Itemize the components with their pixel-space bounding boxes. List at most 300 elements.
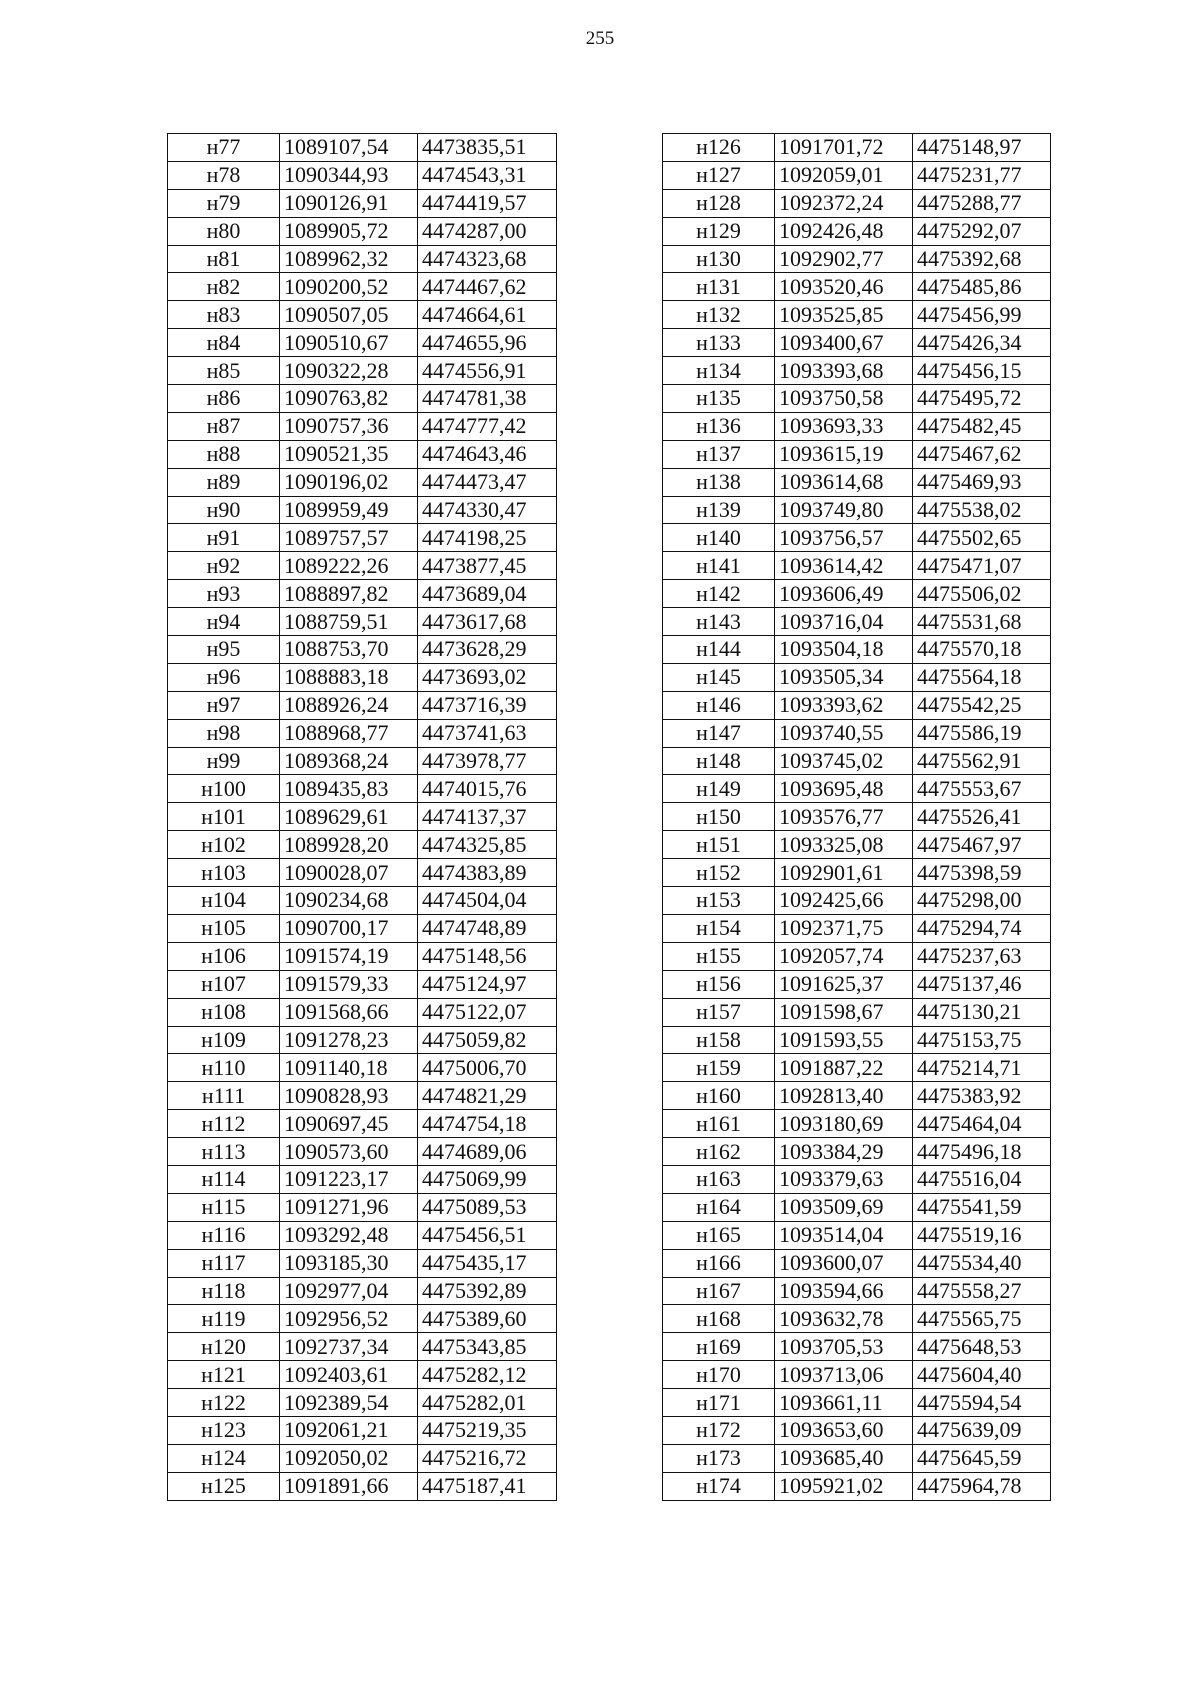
point-id-cell: н131 (663, 273, 775, 301)
x-coordinate-cell: 1090196,02 (280, 468, 418, 496)
y-coordinate-cell: 4474543,31 (418, 161, 557, 189)
point-id-cell: н101 (168, 803, 280, 831)
y-coordinate-cell: 4475964,78 (913, 1472, 1051, 1500)
table-row (168, 1249, 557, 1277)
y-coordinate-cell: 4474777,42 (418, 412, 557, 440)
table-row (168, 1472, 557, 1500)
point-id-cell: н163 (663, 1165, 775, 1193)
table-row (663, 552, 1051, 580)
x-coordinate-cell: 1092956,52 (280, 1305, 418, 1333)
point-id-cell: н109 (168, 1026, 280, 1054)
x-coordinate-cell: 1093576,77 (775, 803, 913, 831)
x-coordinate-cell: 1091278,23 (280, 1026, 418, 1054)
x-coordinate-cell: 1090828,93 (280, 1082, 418, 1110)
y-coordinate-cell: 4475237,63 (913, 942, 1051, 970)
x-coordinate-cell: 1093756,57 (775, 524, 913, 552)
table-row (663, 998, 1051, 1026)
x-coordinate-cell: 1093393,62 (775, 691, 913, 719)
y-coordinate-cell: 4475130,21 (913, 998, 1051, 1026)
table-row (663, 357, 1051, 385)
x-coordinate-cell: 1088926,24 (280, 691, 418, 719)
y-coordinate-cell: 4475282,01 (418, 1389, 557, 1417)
table-row (663, 1416, 1051, 1444)
table-row (663, 887, 1051, 915)
y-coordinate-cell: 4475482,45 (913, 412, 1051, 440)
x-coordinate-cell: 1092737,34 (280, 1333, 418, 1361)
x-coordinate-cell: 1089107,54 (280, 134, 418, 162)
y-coordinate-cell: 4474556,91 (418, 357, 557, 385)
x-coordinate-cell: 1093514,04 (775, 1221, 913, 1249)
point-id-cell: н112 (168, 1110, 280, 1138)
table-row (663, 1138, 1051, 1166)
point-id-cell: н90 (168, 496, 280, 524)
y-coordinate-cell: 4474643,46 (418, 440, 557, 468)
table-row (663, 1361, 1051, 1389)
point-id-cell: н103 (168, 859, 280, 887)
point-id-cell: н91 (168, 524, 280, 552)
table-row (663, 1389, 1051, 1417)
y-coordinate-cell: 4475467,97 (913, 831, 1051, 859)
y-coordinate-cell: 4475485,86 (913, 273, 1051, 301)
table-row (168, 970, 557, 998)
y-coordinate-cell: 4475231,77 (913, 161, 1051, 189)
y-coordinate-cell: 4473617,68 (418, 608, 557, 636)
x-coordinate-cell: 1090763,82 (280, 385, 418, 413)
x-coordinate-cell: 1090521,35 (280, 440, 418, 468)
x-coordinate-cell: 1093325,08 (775, 831, 913, 859)
table-row (168, 1444, 557, 1472)
table-row (663, 719, 1051, 747)
x-coordinate-cell: 1090234,68 (280, 887, 418, 915)
table-row (168, 189, 557, 217)
table-row (168, 580, 557, 608)
table-row (168, 859, 557, 887)
point-id-cell: н127 (663, 161, 775, 189)
table-row (663, 831, 1051, 859)
y-coordinate-cell: 4475216,72 (418, 1444, 557, 1472)
x-coordinate-cell: 1093180,69 (775, 1110, 913, 1138)
table-row (168, 440, 557, 468)
point-id-cell: н114 (168, 1165, 280, 1193)
point-id-cell: н151 (663, 831, 775, 859)
point-id-cell: н95 (168, 636, 280, 664)
y-coordinate-cell: 4475398,59 (913, 859, 1051, 887)
table-row (663, 1333, 1051, 1361)
y-coordinate-cell: 4475558,27 (913, 1277, 1051, 1305)
x-coordinate-cell: 1093393,68 (775, 357, 913, 385)
x-coordinate-cell: 1089959,49 (280, 496, 418, 524)
table-row (168, 1082, 557, 1110)
table-row (663, 1165, 1051, 1193)
y-coordinate-cell: 4475645,59 (913, 1444, 1051, 1472)
point-id-cell: н134 (663, 357, 775, 385)
table-row (663, 942, 1051, 970)
point-id-cell: н146 (663, 691, 775, 719)
y-coordinate-cell: 4474504,04 (418, 887, 557, 915)
point-id-cell: н117 (168, 1249, 280, 1277)
y-coordinate-cell: 4475006,70 (418, 1054, 557, 1082)
x-coordinate-cell: 1095921,02 (775, 1472, 913, 1500)
point-id-cell: н92 (168, 552, 280, 580)
table-row (168, 1054, 557, 1082)
table-row (663, 161, 1051, 189)
y-coordinate-cell: 4475187,41 (418, 1472, 557, 1500)
y-coordinate-cell: 4474689,06 (418, 1138, 557, 1166)
table-row (663, 385, 1051, 413)
table-row (663, 1472, 1051, 1500)
y-coordinate-cell: 4474330,47 (418, 496, 557, 524)
point-id-cell: н144 (663, 636, 775, 664)
point-id-cell: н93 (168, 580, 280, 608)
point-id-cell: н88 (168, 440, 280, 468)
x-coordinate-cell: 1089757,57 (280, 524, 418, 552)
y-coordinate-cell: 4475153,75 (913, 1026, 1051, 1054)
y-coordinate-cell: 4474473,47 (418, 468, 557, 496)
y-coordinate-cell: 4475292,07 (913, 217, 1051, 245)
table-row (168, 1389, 557, 1417)
y-coordinate-cell: 4474664,61 (418, 301, 557, 329)
x-coordinate-cell: 1090697,45 (280, 1110, 418, 1138)
point-id-cell: н82 (168, 273, 280, 301)
table-row (663, 1444, 1051, 1472)
point-id-cell: н110 (168, 1054, 280, 1082)
point-id-cell: н172 (663, 1416, 775, 1444)
point-id-cell: н167 (663, 1277, 775, 1305)
table-row (168, 636, 557, 664)
y-coordinate-cell: 4475496,18 (913, 1138, 1051, 1166)
table-row (663, 803, 1051, 831)
table-row (168, 942, 557, 970)
table-row (168, 691, 557, 719)
point-id-cell: н132 (663, 301, 775, 329)
x-coordinate-cell: 1089435,83 (280, 775, 418, 803)
x-coordinate-cell: 1093525,85 (775, 301, 913, 329)
table-row (168, 747, 557, 775)
y-coordinate-cell: 4475392,89 (418, 1277, 557, 1305)
x-coordinate-cell: 1092057,74 (775, 942, 913, 970)
point-id-cell: н119 (168, 1305, 280, 1333)
y-coordinate-cell: 4475562,91 (913, 747, 1051, 775)
y-coordinate-cell: 4475594,54 (913, 1389, 1051, 1417)
y-coordinate-cell: 4475564,18 (913, 663, 1051, 691)
table-row (168, 775, 557, 803)
y-coordinate-cell: 4475542,25 (913, 691, 1051, 719)
x-coordinate-cell: 1091568,66 (280, 998, 418, 1026)
table-row (168, 803, 557, 831)
x-coordinate-cell: 1092813,40 (775, 1082, 913, 1110)
y-coordinate-cell: 4473877,45 (418, 552, 557, 580)
table-row (663, 468, 1051, 496)
x-coordinate-cell: 1093705,53 (775, 1333, 913, 1361)
y-coordinate-cell: 4475389,60 (418, 1305, 557, 1333)
point-id-cell: н138 (663, 468, 775, 496)
x-coordinate-cell: 1093185,30 (280, 1249, 418, 1277)
x-coordinate-cell: 1093600,07 (775, 1249, 913, 1277)
table-row (168, 1416, 557, 1444)
table-row (168, 273, 557, 301)
x-coordinate-cell: 1090028,07 (280, 859, 418, 887)
y-coordinate-cell: 4475648,53 (913, 1333, 1051, 1361)
x-coordinate-cell: 1092902,77 (775, 245, 913, 273)
point-id-cell: н120 (168, 1333, 280, 1361)
point-id-cell: н115 (168, 1193, 280, 1221)
y-coordinate-cell: 4473693,02 (418, 663, 557, 691)
point-id-cell: н169 (663, 1333, 775, 1361)
y-coordinate-cell: 4475604,40 (913, 1361, 1051, 1389)
point-id-cell: н105 (168, 914, 280, 942)
point-id-cell: н158 (663, 1026, 775, 1054)
x-coordinate-cell: 1088753,70 (280, 636, 418, 664)
x-coordinate-cell: 1093632,78 (775, 1305, 913, 1333)
x-coordinate-cell: 1093594,66 (775, 1277, 913, 1305)
x-coordinate-cell: 1091701,72 (775, 134, 913, 162)
table-row (663, 1110, 1051, 1138)
table-row (168, 1277, 557, 1305)
table-row (663, 1193, 1051, 1221)
x-coordinate-cell: 1093504,18 (775, 636, 913, 664)
table-row (663, 496, 1051, 524)
y-coordinate-cell: 4475214,71 (913, 1054, 1051, 1082)
y-coordinate-cell: 4475502,65 (913, 524, 1051, 552)
y-coordinate-cell: 4475383,92 (913, 1082, 1051, 1110)
y-coordinate-cell: 4474287,00 (418, 217, 557, 245)
point-id-cell: н94 (168, 608, 280, 636)
y-coordinate-cell: 4473716,39 (418, 691, 557, 719)
y-coordinate-cell: 4475089,53 (418, 1193, 557, 1221)
table-row (663, 691, 1051, 719)
point-id-cell: н123 (168, 1416, 280, 1444)
table-row (663, 636, 1051, 664)
point-id-cell: н133 (663, 329, 775, 357)
y-coordinate-cell: 4475456,15 (913, 357, 1051, 385)
point-id-cell: н99 (168, 747, 280, 775)
y-coordinate-cell: 4474323,68 (418, 245, 557, 273)
table-row (168, 1165, 557, 1193)
x-coordinate-cell: 1092901,61 (775, 859, 913, 887)
point-id-cell: н165 (663, 1221, 775, 1249)
y-coordinate-cell: 4475531,68 (913, 608, 1051, 636)
y-coordinate-cell: 4475282,12 (418, 1361, 557, 1389)
x-coordinate-cell: 1093509,69 (775, 1193, 913, 1221)
table-row (663, 189, 1051, 217)
x-coordinate-cell: 1092426,48 (775, 217, 913, 245)
y-coordinate-cell: 4475456,99 (913, 301, 1051, 329)
y-coordinate-cell: 4474198,25 (418, 524, 557, 552)
x-coordinate-cell: 1092059,01 (775, 161, 913, 189)
table-row (663, 301, 1051, 329)
y-coordinate-cell: 4475639,09 (913, 1416, 1051, 1444)
x-coordinate-cell: 1089222,26 (280, 552, 418, 580)
point-id-cell: н140 (663, 524, 775, 552)
table-row (663, 775, 1051, 803)
x-coordinate-cell: 1092050,02 (280, 1444, 418, 1472)
x-coordinate-cell: 1091140,18 (280, 1054, 418, 1082)
x-coordinate-cell: 1092425,66 (775, 887, 913, 915)
point-id-cell: н155 (663, 942, 775, 970)
point-id-cell: н157 (663, 998, 775, 1026)
table-row (663, 663, 1051, 691)
y-coordinate-cell: 4475570,18 (913, 636, 1051, 664)
table-row (663, 217, 1051, 245)
point-id-cell: н156 (663, 970, 775, 998)
table-row (168, 357, 557, 385)
y-coordinate-cell: 4474383,89 (418, 859, 557, 887)
point-id-cell: н81 (168, 245, 280, 273)
point-id-cell: н121 (168, 1361, 280, 1389)
y-coordinate-cell: 4475553,67 (913, 775, 1051, 803)
x-coordinate-cell: 1093606,49 (775, 580, 913, 608)
y-coordinate-cell: 4474655,96 (418, 329, 557, 357)
x-coordinate-cell: 1092371,75 (775, 914, 913, 942)
x-coordinate-cell: 1091887,22 (775, 1054, 913, 1082)
x-coordinate-cell: 1090510,67 (280, 329, 418, 357)
table-row (168, 329, 557, 357)
point-id-cell: н129 (663, 217, 775, 245)
x-coordinate-cell: 1093695,48 (775, 775, 913, 803)
x-coordinate-cell: 1090757,36 (280, 412, 418, 440)
y-coordinate-cell: 4475148,97 (913, 134, 1051, 162)
point-id-cell: н78 (168, 161, 280, 189)
point-id-cell: н168 (663, 1305, 775, 1333)
y-coordinate-cell: 4475471,07 (913, 552, 1051, 580)
x-coordinate-cell: 1092061,21 (280, 1416, 418, 1444)
point-id-cell: н136 (663, 412, 775, 440)
table-row (168, 831, 557, 859)
table-row (663, 914, 1051, 942)
y-coordinate-cell: 4474748,89 (418, 914, 557, 942)
table-row (663, 1026, 1051, 1054)
y-coordinate-cell: 4475516,04 (913, 1165, 1051, 1193)
y-coordinate-cell: 4475534,40 (913, 1249, 1051, 1277)
x-coordinate-cell: 1093749,80 (775, 496, 913, 524)
x-coordinate-cell: 1092372,24 (775, 189, 913, 217)
y-coordinate-cell: 4473741,63 (418, 719, 557, 747)
point-id-cell: н139 (663, 496, 775, 524)
point-id-cell: н100 (168, 775, 280, 803)
table-row (663, 134, 1051, 162)
table-row (663, 440, 1051, 468)
x-coordinate-cell: 1093661,11 (775, 1389, 913, 1417)
table-row (168, 134, 557, 162)
table-row (663, 329, 1051, 357)
x-coordinate-cell: 1093653,60 (775, 1416, 913, 1444)
point-id-cell: н126 (663, 134, 775, 162)
point-id-cell: н97 (168, 691, 280, 719)
y-coordinate-cell: 4474325,85 (418, 831, 557, 859)
y-coordinate-cell: 4475426,34 (913, 329, 1051, 357)
x-coordinate-cell: 1088759,51 (280, 608, 418, 636)
point-id-cell: н164 (663, 1193, 775, 1221)
table-row (168, 217, 557, 245)
table-row (663, 273, 1051, 301)
table-row (168, 1026, 557, 1054)
y-coordinate-cell: 4475586,19 (913, 719, 1051, 747)
table-row (168, 1110, 557, 1138)
x-coordinate-cell: 1093614,42 (775, 552, 913, 580)
y-coordinate-cell: 4474137,37 (418, 803, 557, 831)
table-row (663, 859, 1051, 887)
table-row (663, 1054, 1051, 1082)
table-row (168, 608, 557, 636)
y-coordinate-cell: 4475495,72 (913, 385, 1051, 413)
table-row (663, 412, 1051, 440)
table-row (663, 1277, 1051, 1305)
x-coordinate-cell: 1092389,54 (280, 1389, 418, 1417)
point-id-cell: н173 (663, 1444, 775, 1472)
table-row (663, 608, 1051, 636)
point-id-cell: н108 (168, 998, 280, 1026)
y-coordinate-cell: 4473978,77 (418, 747, 557, 775)
y-coordinate-cell: 4475294,74 (913, 914, 1051, 942)
point-id-cell: н171 (663, 1389, 775, 1417)
table-row (168, 998, 557, 1026)
table-row (168, 1361, 557, 1389)
table-row (663, 970, 1051, 998)
x-coordinate-cell: 1091579,33 (280, 970, 418, 998)
x-coordinate-cell: 1090700,17 (280, 914, 418, 942)
point-id-cell: н153 (663, 887, 775, 915)
point-id-cell: н130 (663, 245, 775, 273)
point-id-cell: н148 (663, 747, 775, 775)
x-coordinate-cell: 1093713,06 (775, 1361, 913, 1389)
point-id-cell: н96 (168, 663, 280, 691)
point-id-cell: н137 (663, 440, 775, 468)
table-row (663, 747, 1051, 775)
x-coordinate-cell: 1089962,32 (280, 245, 418, 273)
point-id-cell: н116 (168, 1221, 280, 1249)
table-row (168, 887, 557, 915)
point-id-cell: н141 (663, 552, 775, 580)
y-coordinate-cell: 4475059,82 (418, 1026, 557, 1054)
point-id-cell: н150 (663, 803, 775, 831)
y-coordinate-cell: 4475541,59 (913, 1193, 1051, 1221)
x-coordinate-cell: 1091271,96 (280, 1193, 418, 1221)
x-coordinate-cell: 1092403,61 (280, 1361, 418, 1389)
y-coordinate-cell: 4475343,85 (418, 1333, 557, 1361)
point-id-cell: н162 (663, 1138, 775, 1166)
x-coordinate-cell: 1093615,19 (775, 440, 913, 468)
point-id-cell: н154 (663, 914, 775, 942)
y-coordinate-cell: 4474754,18 (418, 1110, 557, 1138)
point-id-cell: н125 (168, 1472, 280, 1500)
table-row (663, 1305, 1051, 1333)
x-coordinate-cell: 1093745,02 (775, 747, 913, 775)
y-coordinate-cell: 4475456,51 (418, 1221, 557, 1249)
x-coordinate-cell: 1093750,58 (775, 385, 913, 413)
table-row (168, 663, 557, 691)
x-coordinate-cell: 1089629,61 (280, 803, 418, 831)
x-coordinate-cell: 1093505,34 (775, 663, 913, 691)
x-coordinate-cell: 1093400,67 (775, 329, 913, 357)
y-coordinate-cell: 4475526,41 (913, 803, 1051, 831)
point-id-cell: н102 (168, 831, 280, 859)
table-row (168, 1193, 557, 1221)
point-id-cell: н106 (168, 942, 280, 970)
point-id-cell: н122 (168, 1389, 280, 1417)
point-id-cell: н118 (168, 1277, 280, 1305)
point-id-cell: н85 (168, 357, 280, 385)
table-row (168, 914, 557, 942)
point-id-cell: н152 (663, 859, 775, 887)
x-coordinate-cell: 1091593,55 (775, 1026, 913, 1054)
point-id-cell: н89 (168, 468, 280, 496)
table-row (168, 1221, 557, 1249)
x-coordinate-cell: 1093379,63 (775, 1165, 913, 1193)
point-id-cell: н111 (168, 1082, 280, 1110)
y-coordinate-cell: 4473689,04 (418, 580, 557, 608)
x-coordinate-cell: 1090573,60 (280, 1138, 418, 1166)
y-coordinate-cell: 4475288,77 (913, 189, 1051, 217)
